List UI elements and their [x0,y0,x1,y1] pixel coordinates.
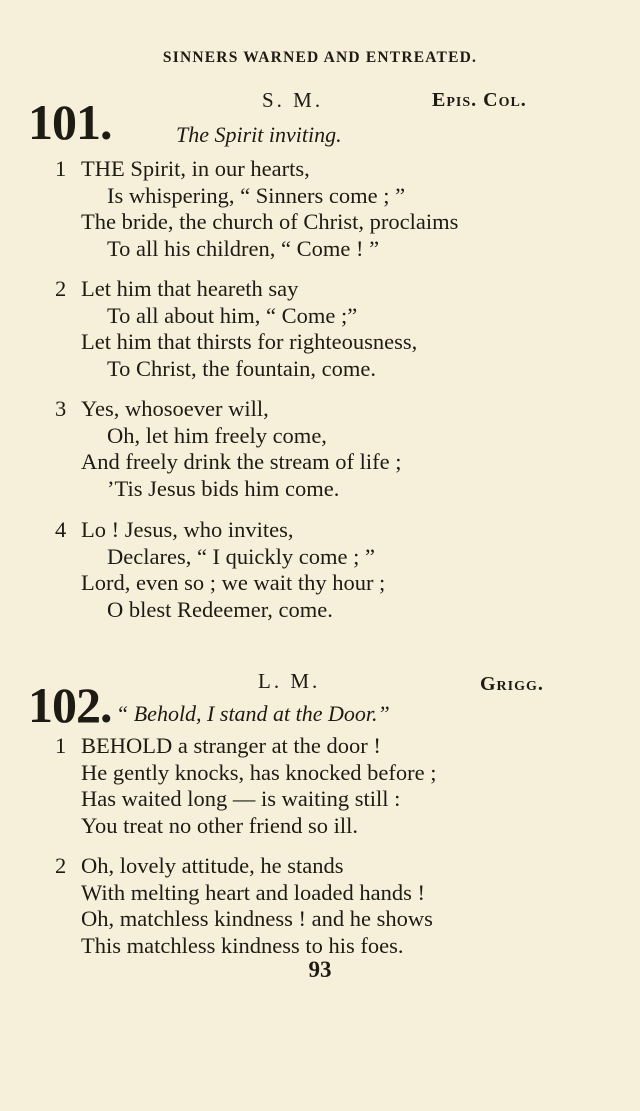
stanza-line: You treat no other friend so ill. [81,812,359,838]
stanza-line: 2 Oh, lovely attitude, he stands [55,853,344,878]
stanza-line: ’Tis Jesus bids him come. [107,475,340,501]
stanza-line: He gently knocks, has knocked before ; [81,759,437,785]
stanza [55,396,402,502]
stanza-line: O blest Redeemer, come. [107,596,333,622]
stanza [55,853,433,959]
stanza-number: 1 [55,733,67,758]
stanza-line: 1 THE Spirit, in our hearts, [55,156,310,181]
stanza-number: 3 [55,396,67,421]
stanza-line: 2 Let him that heareth say [55,276,299,301]
stanza-line: Oh, let him freely come, [107,422,327,448]
stanza-line: To all his children, “ Come ! ” [107,235,380,261]
stanza [55,156,458,262]
stanza-line: The bride, the church of Christ, proclaims [81,209,459,234]
stanza-line: Lord, even so ; we wait thy hour ; [81,570,386,595]
stanza-line: 1 BEHOLD a stranger at the door ! [55,733,381,758]
hymn-meter: L. M. [258,669,321,693]
hymn-composer: Grigg. [480,673,544,695]
stanza-line: Is whispering, “ Sinners come ; ” [107,182,406,208]
stanza [55,276,417,382]
stanza-line: 3 Yes, whosoever will, [55,396,269,421]
stanza-line: And freely drink the stream of life ; [81,449,402,474]
stanza-number: 2 [55,276,67,301]
stanza-number: 2 [55,853,67,878]
stanza-line: This matchless kindness to his foes. [81,932,404,958]
stanza [55,733,437,839]
hymn-number: 102. [28,677,112,733]
stanza-line: Let him that thirsts for righteousness, [81,329,418,354]
running-head: SINNERS WARNED AND ENTREATED. [162,49,478,66]
stanza-line: Has waited long — is waiting still : [81,786,401,811]
stanza-line: 4 Lo ! Jesus, who invites, [55,517,294,542]
stanza-line: To all about him, “ Come ;” [107,302,358,328]
page-number: 93 [308,957,332,982]
hymn-number: 101. [28,94,112,150]
stanza-line: To Christ, the fountain, come. [107,355,377,381]
hymn-subtitle: “ Behold, I stand at the Door.” [116,701,390,726]
hymn-composer: Epis. Col. [432,89,527,111]
stanza-line: Declares, “ I quickly come ; ” [107,543,376,569]
stanza [55,517,385,623]
stanza-line: Oh, matchless kindness ! and he shows [81,906,433,931]
hymn-subtitle: The Spirit inviting. [176,122,342,147]
stanza-number: 1 [55,156,67,181]
stanza-number: 4 [55,517,67,542]
hymn-meter: S. M. [262,88,324,112]
stanza-line: With melting heart and loaded hands ! [81,879,425,905]
